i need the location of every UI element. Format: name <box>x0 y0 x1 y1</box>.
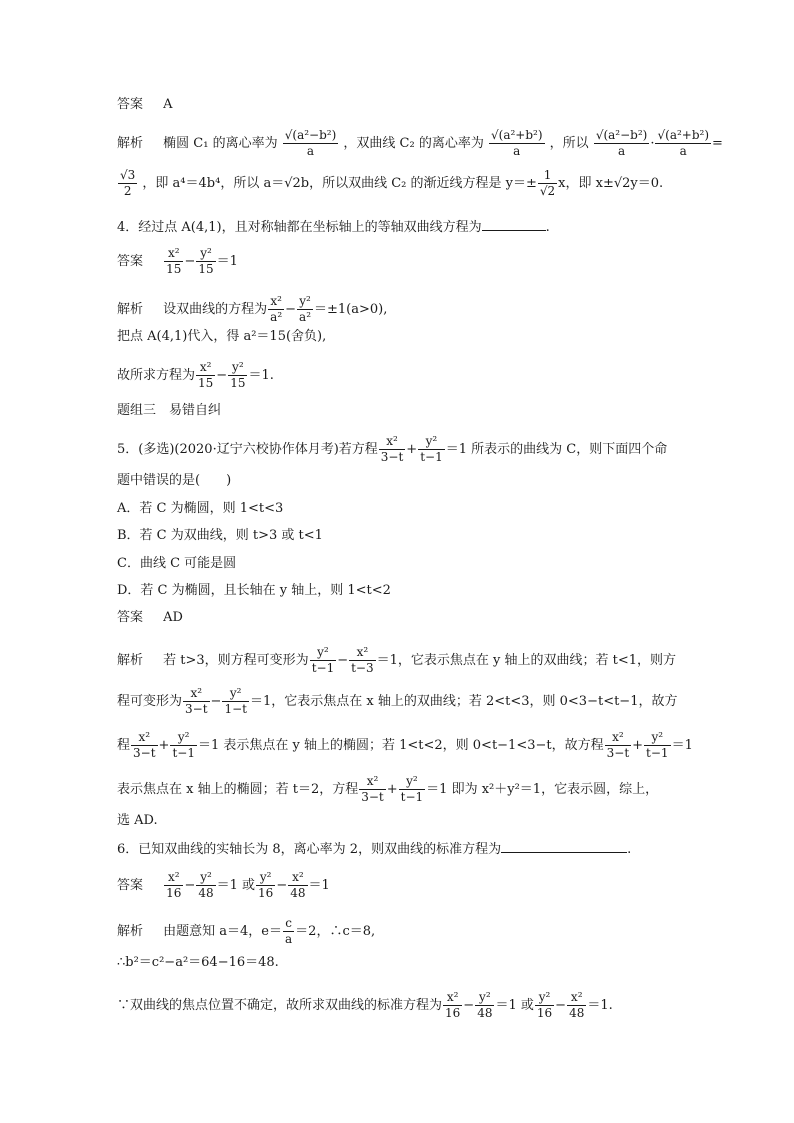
q3-text-1: 椭圆 C₁ 的离心率为 <box>163 136 278 151</box>
q3-text-4: ，即 a⁴＝4b⁴，所以 a＝√2b，所以双曲线 C₂ 的渐近线方程是 y＝± <box>142 176 537 191</box>
q5-analysis-line-5: 选 AD. <box>117 813 158 828</box>
q6-analysis-line-2: ∴b²＝c²−a²＝64−16＝48. <box>117 955 279 970</box>
q5-analysis-line-4: 表示焦点在 x 轴上的椭圆；若 t＝2，方程 $\frac{\text{x²}}{3-t}$ + $\frac{\text{y²}}{t-1}$ ＝1 即为 x²＋y²＝1，它表示圆，综上， <box>117 774 659 804</box>
frac-e1: $\frac{\text{√(a²−b²)}}{a}$ <box>284 128 337 158</box>
q5-analysis-line-2: 程可变形为 $\frac{\text{x²}}{3-t}$ − $\frac{\text{y²}}{1-t}$ ＝1，它表示焦点在 x 轴上的双曲线；若 2<t<3，则 0<3−t<t−1，故方 <box>117 686 678 716</box>
q4-analysis-line-1: 解析 设双曲线的方程为 $\frac{\text{x²}}{\text{a²}}$ − $\frac{\text{y²}}{\text{a²}}$ ＝±1(a>0), <box>117 294 388 324</box>
q3-answer-line <box>117 96 173 114</box>
q4-analysis-line-3: 故所求方程为 $\frac{\text{x²}}{15}$ − $\frac{\text{y²}}{15}$ ＝1. <box>117 360 274 390</box>
q3-text-5: x，即 x±√2y＝0. <box>558 176 664 191</box>
frac-y2-15: $\frac{\text{y²}}{15}$ <box>198 246 214 276</box>
q6-analysis-line-1: 解析 由题意知 a＝4，e＝ $\frac{c}{a}$ ＝2，∴c＝8, <box>117 916 376 946</box>
frac-y2-a2: $\frac{\text{y²}}{\text{a²}}$ <box>299 294 312 324</box>
q5-option-c: C．曲线 C 可能是圆 <box>117 556 237 571</box>
q5-analysis-line-3: 程 $\frac{\text{x²}}{3-t}$ + $\frac{\text{y²}}{t-1}$ ＝1 表示焦点在 y 轴上的椭圆；若 1<t<2，则 0<t−1<3−t，故方程 $\frac{\text{x²}}{3-t}$ + $\frac{\text{y²}}{t-1}$ ＝1 <box>117 730 693 760</box>
q5-analysis-line-1: 解析 若 t>3，则方程可变形为 $\frac{\text{y²}}{t-1}$ − $\frac{\text{x²}}{t-3}$ ＝1，它表示焦点在 y 轴上的双曲线；若 t<1，则方 <box>117 645 677 675</box>
q5-stem-1: 5．(多选)(2020·辽宁六校协作体月考)若方程 $\frac{\text{x²}}{3-t}$ + $\frac{\text{y²}}{t-1}$ ＝1 所表示的曲线为 C，则下面四个命 <box>117 434 668 464</box>
q4-answer-line: 答案 $\frac{\text{x²}}{15}$ − $\frac{\text{y²}}{15}$ ＝1 <box>117 246 238 276</box>
q6-analysis-line-3: ∵双曲线的焦点位置不确定，故所求双曲线的标准方程为 $\frac{\text{x²}}{16}$ − $\frac{\text{y²}}{48}$ ＝1 或 $\frac{\text{y²}}{16}$ − $\frac{\text{x²}}{48}$ ＝1. <box>117 990 613 1020</box>
frac-e2b: $\frac{\text{√(a²+b²)}}{a}$ <box>657 128 710 158</box>
q5-option-a: A．若 C 为椭圆，则 1<t<3 <box>117 501 284 516</box>
q6-stem: 6．已知双曲线的实轴长为 8，离心率为 2，则双曲线的标准方程为 . <box>117 842 632 857</box>
q3-answer: A <box>163 97 173 112</box>
q6-answer-line: 答案 $\frac{\text{x²}}{16}$ − $\frac{\text{y²}}{48}$ ＝1 或 $\frac{\text{y²}}{16}$ − $\frac{\text{x²}}{48}$ ＝1 <box>117 870 330 900</box>
q5-stem-2: 题中错误的是( ) <box>117 473 232 488</box>
q3-analysis-line-2 <box>117 168 663 199</box>
frac-e1b: $\frac{\text{√(a²−b²)}}{a}$ <box>595 128 648 158</box>
answer-blank <box>501 840 627 853</box>
frac-x2-a2: $\frac{\text{x²}}{\text{a²}}$ <box>270 294 283 324</box>
frac-1-sqrt2: $\frac{1}{√2}$ <box>539 168 556 198</box>
frac-sqrt3-2: $\frac{√3}{2}$ <box>120 168 136 198</box>
q3-text-2: ，双曲线 C₂ 的离心率为 <box>343 136 484 151</box>
q5-option-d: D．若 C 为椭圆，且长轴在 y 轴上，则 1<t<2 <box>117 583 391 598</box>
answer-blank <box>482 218 546 231</box>
answer-label: 答案 <box>117 97 144 112</box>
section-title: 题组三 易错自纠 <box>117 403 222 418</box>
q4-analysis-line-2: 把点 A(4,1)代入，得 a²＝15(舍负), <box>117 329 327 344</box>
q3-text-3: ，所以 <box>549 136 589 151</box>
q4-stem: 4．经过点 A(4,1)，且对称轴都在坐标轴上的等轴双曲线方程为 . <box>117 220 550 235</box>
analysis-label: 解析 <box>117 136 144 151</box>
q5-answer-line: 答案 AD <box>117 610 183 625</box>
frac-x2-15: $\frac{\text{x²}}{15}$ <box>166 246 182 276</box>
q5-option-b: B．若 C 为双曲线，则 t>3 或 t<1 <box>117 528 323 543</box>
q3-analysis-line-1: 解析 椭圆 C₁ 的离心率为 $\frac{\text{√(a²−b²)}}{a}$ ，双曲线 C₂ 的离心率为 $\frac{\text{√(a²+b²)}}{a}$ ，所以 $\frac{\text{√(a²−b²)}}{a}$ · $\frac{\text{√(a²+b²)}}{a}$ = <box>117 128 723 158</box>
frac-e2: $\frac{\text{√(a²+b²)}}{a}$ <box>490 128 543 158</box>
